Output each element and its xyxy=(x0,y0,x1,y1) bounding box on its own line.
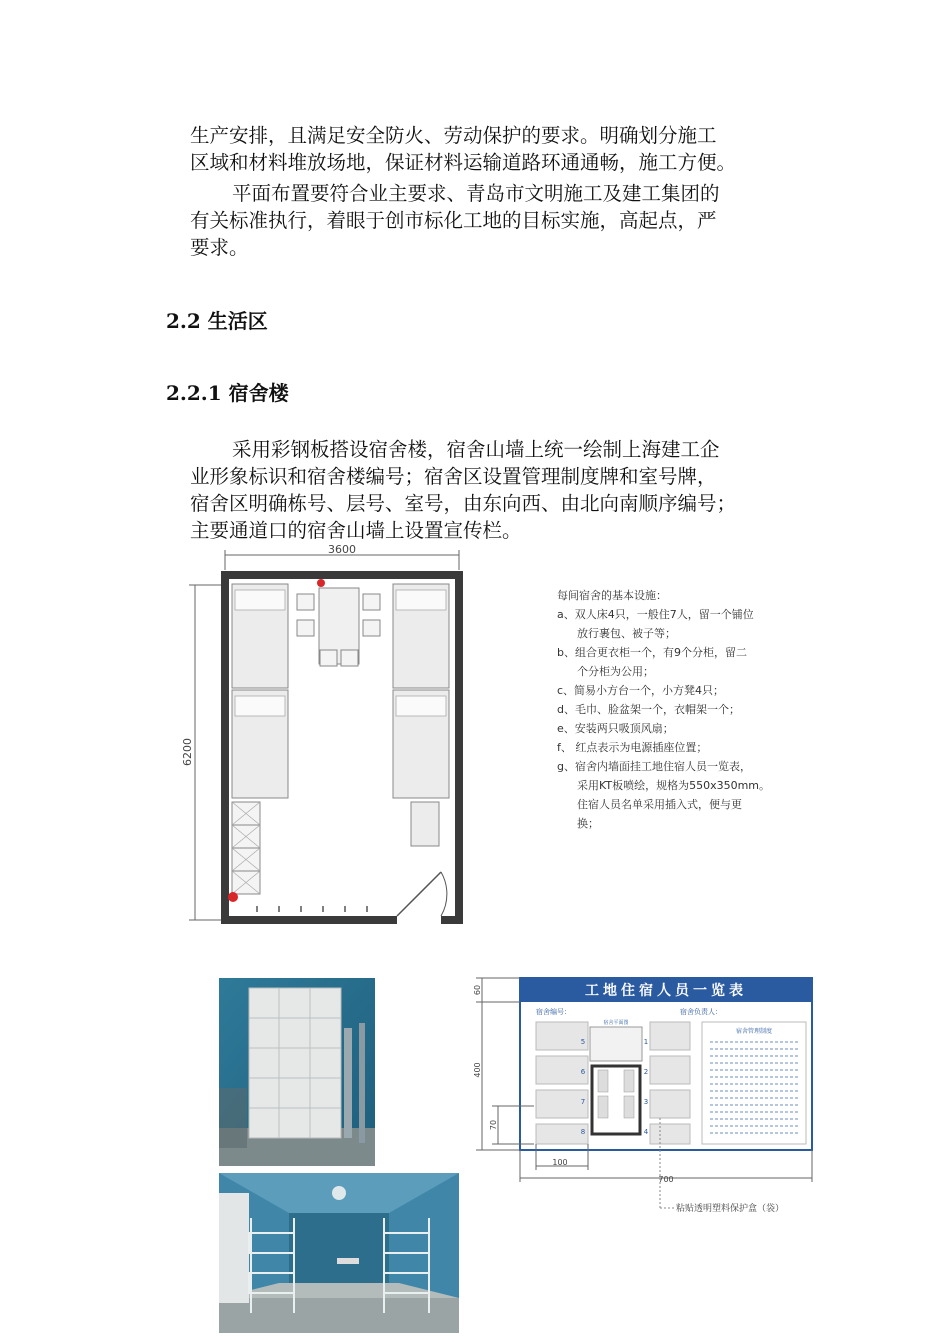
wardrobe-photo xyxy=(219,978,375,1166)
text-line: 宿舍区明确栋号、层号、室号，由东向西、由北向南顺序编号； xyxy=(190,492,737,515)
text-line: 平面布置要符合业主要求、青岛市文明施工及建工集团的 xyxy=(232,182,720,205)
note-line: c、简易小方台一个，小方凳4只； xyxy=(557,684,725,697)
note-line: b、组合更衣柜一个，有9个分柜，留二 xyxy=(557,646,747,659)
note-line: 采用KT板喷绘，规格为550x350mm。 xyxy=(577,779,771,792)
center-plan-label: 宿舍平面图 xyxy=(603,1020,629,1026)
slot-number: 4 xyxy=(643,1128,649,1136)
height-dimension: 6200 xyxy=(181,738,194,766)
protective-box-note: 粘贴透明塑料保护盒（袋） xyxy=(676,1204,785,1214)
dim-60: 60 xyxy=(473,984,482,996)
dormitory-floor-plan xyxy=(175,540,475,930)
power-socket xyxy=(228,892,238,902)
dim-70: 70 xyxy=(489,1119,498,1131)
dim-700: 700 xyxy=(658,1175,674,1184)
text-line: 有关标准执行，着眼于创市标化工地的目标实施，高起点，严 xyxy=(190,209,717,232)
note-line: a、双人床4只，一般住7人，留一个铺位 xyxy=(557,608,754,621)
slot-number: 2 xyxy=(643,1068,649,1076)
note-line: f、 红点表示为电源插座位置； xyxy=(557,741,708,754)
text-line: 采用彩钢板搭设宿舍楼，宿舍山墙上统一绘制上海建工企 xyxy=(232,438,720,461)
note-line: g、宿舍内墙面挂工地住宿人员一览表， xyxy=(557,760,751,773)
text-line: 业形象标识和宿舍楼编号；宿舍区设置管理制度牌和室号牌， xyxy=(190,465,717,488)
note-line: 换； xyxy=(577,817,599,830)
slot-number: 3 xyxy=(643,1098,649,1106)
paragraph-1 xyxy=(190,122,815,176)
slot-number: 8 xyxy=(580,1128,586,1136)
text-line: 要求。 xyxy=(190,236,249,259)
width-dimension: 3600 xyxy=(328,543,356,556)
text-line: 生产安排，且满足安全防火、劳动保护的要求。明确划分施工 xyxy=(190,124,717,147)
dim-400: 400 xyxy=(473,1062,482,1078)
section-heading-2-2: 2.2 生活区 xyxy=(166,309,268,333)
note-line: 住宿人员名单采用插入式，便与更 xyxy=(577,798,742,811)
paragraph-2 xyxy=(190,180,815,261)
room-leader-label: 宿舍负责人： xyxy=(680,1008,722,1016)
slot-number: 7 xyxy=(580,1098,586,1106)
note-line: e、安装两只吸顶风扇； xyxy=(557,722,674,735)
note-line: d、毛巾、脸盆架一个，衣帽架一个； xyxy=(557,703,740,716)
paragraph-3 xyxy=(190,436,815,544)
facility-notes xyxy=(557,586,770,833)
dim-100: 100 xyxy=(552,1158,568,1167)
slot-number: 5 xyxy=(580,1038,586,1046)
residents-board-diagram xyxy=(470,970,825,1220)
slot-number: 1 xyxy=(643,1038,649,1046)
note-line: 放行裹包、被子等； xyxy=(577,627,676,640)
dormitory-room-photo xyxy=(219,1173,459,1333)
board-title: 工地住宿人员一览表 xyxy=(585,983,747,999)
rules-title: 宿舍管理制度 xyxy=(735,1028,773,1035)
section-heading-2-2-1: 2.2.1 宿舍楼 xyxy=(166,381,289,405)
room-number-label: 宿舍编号： xyxy=(536,1008,571,1016)
notes-title: 每间宿舍的基本设施： xyxy=(557,589,667,602)
note-line: 个分柜为公用； xyxy=(577,665,654,678)
text-line: 区域和材料堆放场地，保证材料运输道路环通通畅，施工方便。 xyxy=(190,151,737,174)
power-socket xyxy=(317,579,325,587)
slot-number: 6 xyxy=(580,1068,586,1076)
text-line: 主要通道口的宿舍山墙上设置宣传栏。 xyxy=(190,519,522,542)
